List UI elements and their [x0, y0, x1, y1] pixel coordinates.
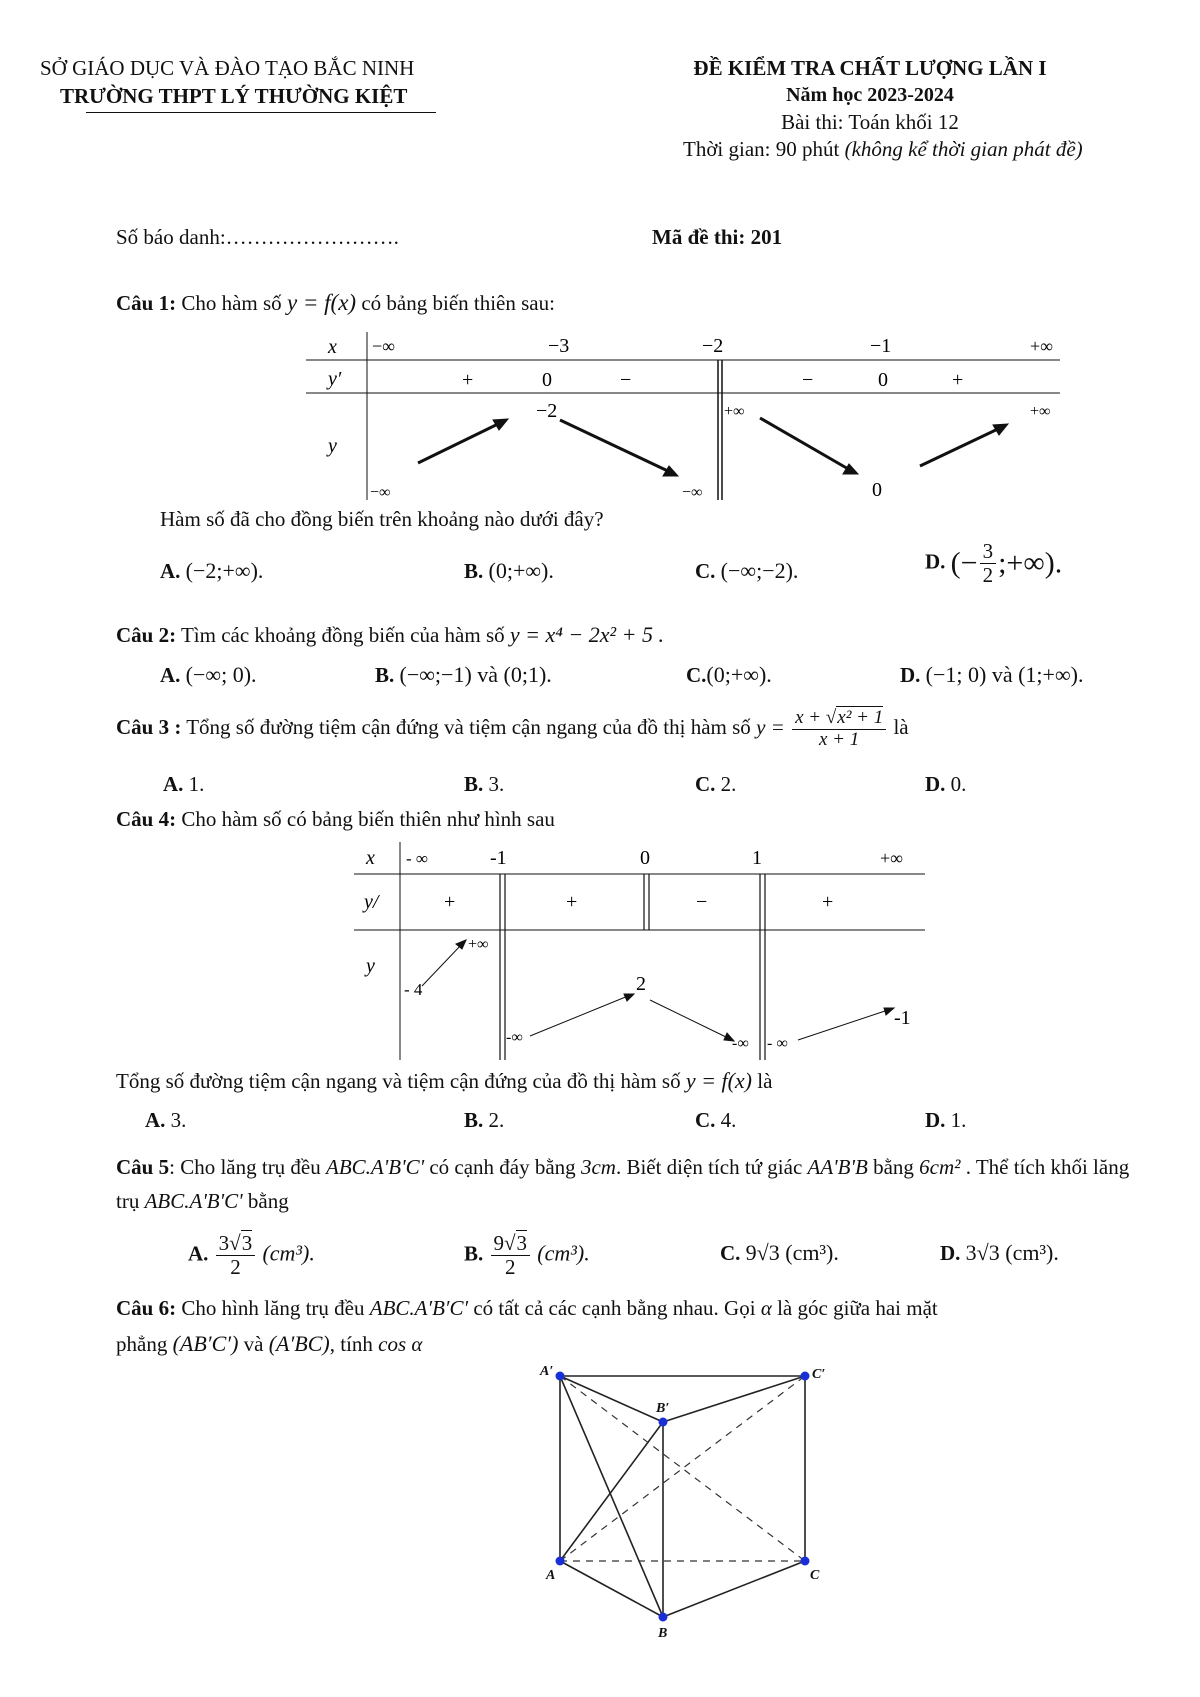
q2-function: y = x⁴ − 2x² + 5 .: [509, 622, 664, 647]
q5-option-b[interactable]: B. $\frac{9√3}{2}$ (cm³).: [464, 1231, 590, 1280]
q4-x1: -1: [490, 847, 507, 869]
option-text: (−∞;−2).: [720, 558, 799, 583]
q6-plane2: (A′BC): [268, 1331, 330, 1356]
q4-s0: +: [444, 891, 456, 913]
time-note: (không kể thời gian phát đề): [844, 137, 1083, 161]
unit: (cm³).: [262, 1240, 315, 1266]
option-key: D.: [925, 1108, 946, 1132]
q4-question: [116, 1068, 772, 1094]
q1-question: Hàm số đã cho đồng biến trên khoảng nào dưới đây?: [160, 507, 604, 531]
q4-option-b[interactable]: [464, 1108, 504, 1133]
q1-x3: −1: [870, 335, 892, 357]
q1-variation-table: [300, 330, 1080, 505]
q6-and: và: [243, 1332, 264, 1356]
q4-t-yp: y/: [364, 891, 379, 913]
vertex-label-c: C: [810, 1568, 820, 1583]
option-key: A.: [188, 1241, 209, 1266]
q6-text-b: có tất cả các cạnh bằng nhau. Gọi: [473, 1296, 756, 1320]
option-text: 3.: [488, 772, 505, 796]
q5-prism: ABC.A'B'C': [326, 1155, 425, 1179]
q4-label: Câu 4:: [116, 807, 177, 831]
vertex-label-a: A: [546, 1568, 556, 1583]
q4-stem: [116, 807, 555, 832]
option-key: C.: [695, 1108, 716, 1132]
q3-option-d[interactable]: [925, 772, 966, 797]
q2-option-c[interactable]: [686, 662, 772, 688]
q4-y6: -1: [894, 1007, 911, 1029]
q6-stem: [116, 1290, 1156, 1362]
q2-option-b[interactable]: [375, 662, 552, 688]
q3-y: y =: [756, 715, 785, 740]
vertex-label-b: B: [658, 1626, 668, 1641]
q3-option-c[interactable]: [695, 772, 736, 797]
q5-option-a[interactable]: A. $\frac{3√3}{2}$ (cm³).: [188, 1231, 315, 1280]
fraction-denominator: 2: [505, 1255, 516, 1280]
q1-s1: 0: [542, 369, 552, 391]
option-key: A.: [145, 1108, 166, 1132]
q6-prism: ABC.A′B′C′: [369, 1296, 469, 1320]
q4-question-function: y = f(x): [685, 1068, 752, 1093]
q1-option-c[interactable]: [695, 558, 798, 584]
q1-function: y = f(x): [286, 290, 357, 315]
q1-x0: −∞: [372, 336, 395, 356]
q3-numerator-root: x² + 1: [837, 707, 884, 728]
q2-option-d[interactable]: [900, 662, 1083, 688]
q1-x4: +∞: [1030, 336, 1053, 356]
option-key: B.: [464, 1108, 484, 1132]
q5-edge: 3cm: [580, 1155, 616, 1179]
option-key: B.: [464, 559, 484, 583]
school-year: Năm học 2023-2024: [786, 84, 954, 106]
q4-y4: -∞: [732, 1035, 749, 1052]
vertex-label-a1: A′: [540, 1364, 554, 1379]
q1-x1: −3: [548, 335, 570, 357]
option-key: A.: [160, 559, 181, 583]
exam-title: ĐỀ KIỂM TRA CHẤT LƯỢNG LẦN I: [693, 56, 1047, 80]
time-label: Thời gian: 90 phút: [683, 137, 840, 161]
option-text: 3.: [170, 1108, 187, 1132]
q1-option-b[interactable]: [464, 558, 554, 584]
vertex-label-b1: B′: [656, 1401, 670, 1416]
q5-text-b: có cạnh đáy bằng: [429, 1155, 576, 1179]
q4-x0: - ∞: [406, 849, 429, 868]
q1-y4: 0: [872, 479, 882, 501]
q1-y2: −∞: [682, 484, 703, 501]
q1-s5: +: [952, 369, 964, 391]
q4-question-a: Tổng số đường tiệm cận ngang và tiệm cận đứng của đồ thị hàm số: [116, 1069, 681, 1093]
school-name: TRƯỜNG THPT LÝ THƯỜNG KIỆT: [60, 84, 408, 108]
option-text: 1.: [188, 772, 205, 796]
fraction-denominator: 2: [982, 563, 994, 588]
q5-text-e: . Thể tích khối lăng trụ: [116, 1155, 1130, 1213]
q3-text: Tổng số đường tiệm cận đứng và tiệm cận ngang của đồ thị hàm số: [186, 715, 751, 740]
candidate-number-field: Số báo danh:…………………….: [116, 225, 399, 249]
option-text: (0;+∞).: [488, 558, 554, 583]
q4-t-x: x: [366, 847, 375, 869]
q1-s0: +: [462, 369, 474, 391]
q2-stem: [116, 622, 664, 648]
q5-area: 6cm²: [919, 1155, 961, 1179]
q5-label: Câu 5: [116, 1155, 170, 1179]
option-text: 2.: [488, 1108, 505, 1132]
coef: 3: [218, 1231, 230, 1255]
q5-text-c: . Biết diện tích tứ giác: [615, 1155, 803, 1179]
option-text: (−∞;−1) và (0;1).: [399, 662, 552, 687]
exam-code: Mã đề thi: 201: [652, 225, 783, 249]
option-text: (−∞; 0).: [185, 662, 257, 687]
q5-text-f: bằng: [247, 1189, 289, 1213]
q6-prism-figure: [520, 1355, 840, 1655]
option-key: B.: [464, 1241, 484, 1266]
option-post: ;+∞).: [998, 546, 1063, 580]
header-underline: [86, 112, 436, 113]
q5-prism-2: ABC.A'B'C': [144, 1189, 243, 1213]
option-text: (−1; 0) và (1;+∞).: [925, 662, 1084, 687]
q4-option-a[interactable]: [145, 1108, 186, 1133]
q4-x2: 0: [640, 847, 650, 869]
fraction-denominator: 2: [230, 1255, 241, 1280]
option-key: C.: [695, 559, 716, 583]
q2-option-a[interactable]: [160, 662, 257, 688]
option-key: A.: [163, 772, 184, 796]
q4-y1: +∞: [468, 936, 489, 953]
q6-text-d: phẳng: [116, 1332, 168, 1356]
q5-option-c[interactable]: [720, 1240, 839, 1266]
q1-x2: −2: [702, 335, 724, 357]
q6-text-e: , tính: [329, 1332, 373, 1356]
option-key: C.: [720, 1241, 741, 1265]
q1-t-x: x: [328, 336, 337, 358]
q4-y5: - ∞: [767, 1035, 788, 1052]
option-text: (0;+∞).: [706, 662, 772, 687]
option-key: D.: [900, 663, 921, 687]
option-pre: (−: [950, 546, 978, 580]
q1-t-y: y: [328, 435, 337, 457]
q2-label: Câu 2:: [116, 623, 177, 647]
q4-y2: -∞: [506, 1029, 523, 1046]
q4-s2: −: [696, 891, 708, 913]
option-key: A.: [160, 663, 181, 687]
fraction-numerator: 3: [980, 540, 997, 564]
option-text: (−2;+∞).: [185, 558, 264, 583]
q1-y3: +∞: [724, 403, 745, 420]
q4-option-d[interactable]: [925, 1108, 966, 1133]
option-text: 2.: [720, 772, 737, 796]
q3-option-a[interactable]: [163, 772, 204, 797]
q3-denominator: x + 1: [819, 728, 860, 750]
option-key: C.: [695, 772, 716, 796]
q5-option-d[interactable]: [940, 1240, 1059, 1266]
q1-t-yp: y′: [328, 368, 342, 390]
q4-s3: +: [822, 891, 834, 913]
q1-y1: −2: [536, 400, 558, 422]
q1-option-a[interactable]: [160, 558, 263, 584]
q6-text-c: là góc giữa hai mặt: [777, 1296, 938, 1320]
option-key: C.: [686, 663, 707, 687]
q1-y5: +∞: [1030, 403, 1051, 420]
q6-cos: cos α: [378, 1332, 423, 1356]
q4-s1: +: [566, 891, 578, 913]
q1-option-d[interactable]: [925, 540, 1062, 587]
unit: (cm³).: [537, 1240, 590, 1266]
q4-question-b: là: [757, 1069, 773, 1093]
q4-t-y: y: [366, 955, 375, 977]
coef: 9: [493, 1231, 505, 1255]
q6-plane1: (AB′C′): [172, 1331, 239, 1356]
q3-tail: là: [893, 715, 909, 740]
option-key: D.: [925, 772, 946, 796]
q1-intro-b: có bảng biến thiên sau:: [361, 291, 555, 315]
q4-x4: +∞: [880, 848, 903, 868]
q3-numerator-a: x +: [795, 707, 822, 728]
q4-y3: 2: [636, 973, 646, 995]
root: 3: [241, 1231, 253, 1255]
option-text: 9√3 (cm³).: [745, 1240, 839, 1265]
q1-intro-a: Cho hàm số: [181, 291, 282, 315]
q1-s4: 0: [878, 369, 888, 391]
q6-label: Câu 6:: [116, 1296, 177, 1320]
root: 3: [516, 1231, 528, 1255]
q3-label: Câu 3 :: [116, 715, 182, 740]
q1-label: Câu 1:: [116, 291, 177, 315]
q5-quad: AA'B'B: [807, 1155, 868, 1179]
q1-stem: [116, 290, 555, 316]
option-key: B.: [464, 772, 484, 796]
q4-variation-table: [350, 838, 930, 1063]
q4-x3: 1: [752, 847, 762, 869]
q3-option-b[interactable]: [464, 772, 504, 797]
subject-line: Bài thi: Toán khối 12: [781, 110, 959, 134]
q4-option-c[interactable]: [695, 1108, 736, 1133]
option-text: 1.: [950, 1108, 967, 1132]
department-name: SỞ GIÁO DỤC VÀ ĐÀO TẠO BẮC NINH: [40, 56, 415, 80]
option-key: B.: [375, 663, 395, 687]
q1-s3: −: [802, 369, 814, 391]
option-text: 4.: [720, 1108, 737, 1132]
q5-text-a: : Cho lăng trụ đều: [169, 1155, 321, 1179]
q6-alpha: α: [760, 1296, 772, 1320]
q4-text: Cho hàm số có bảng biến thiên như hình sau: [181, 807, 555, 831]
q2-text: Tìm các khoảng đồng biến của hàm số: [180, 623, 505, 647]
time-line: [683, 137, 1200, 162]
q6-text-a: Cho hình lăng trụ đều: [181, 1296, 365, 1320]
option-text: 0.: [950, 772, 967, 796]
q1-y0: −∞: [370, 484, 391, 501]
q4-y0: - 4: [404, 980, 423, 999]
option-key: D.: [925, 549, 946, 574]
option-key: D.: [940, 1241, 961, 1265]
vertex-label-c1: C′: [812, 1367, 826, 1382]
option-text: 3√3 (cm³).: [965, 1240, 1059, 1265]
q5-stem: [116, 1150, 1156, 1218]
q5-text-d: bằng: [873, 1155, 914, 1179]
q1-s2: −: [620, 369, 632, 391]
q3-stem: Câu 3 : Tổng số đường tiệm cận đứng và tiệm cận ngang của đồ thị hàm số y = $\frac{\text{x + √x² + 1}}{x + 1}$ là: [116, 707, 909, 750]
